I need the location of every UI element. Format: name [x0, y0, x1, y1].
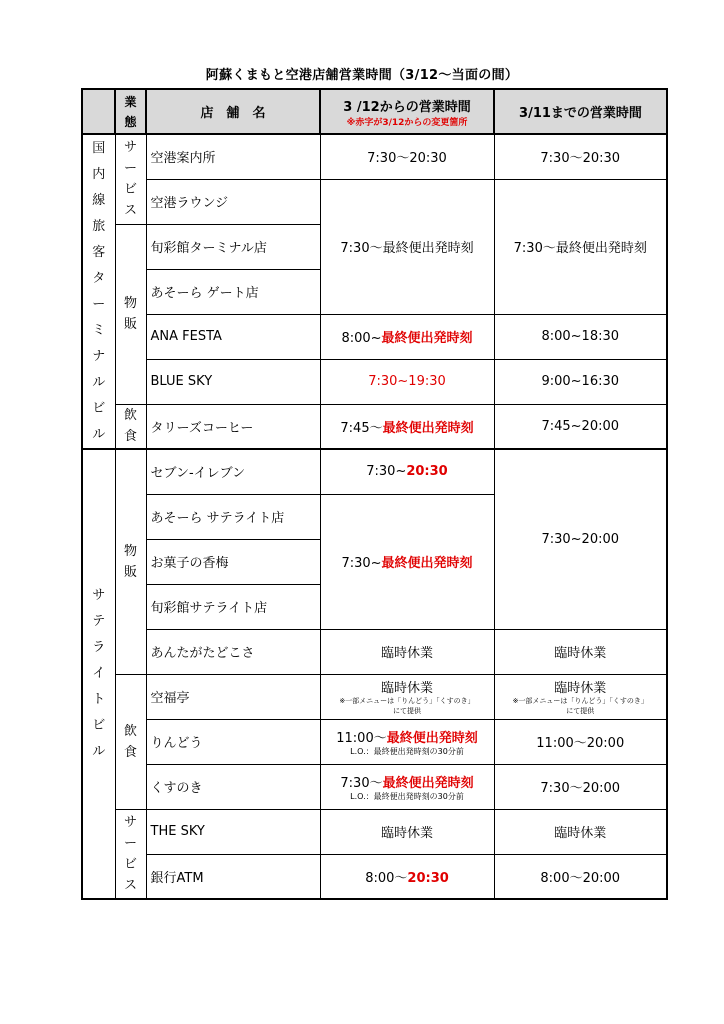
new-hours-changed: 20:30 — [406, 464, 448, 480]
old-hours-cell: 11:00〜20:00 — [494, 719, 667, 764]
category-service-satellite: サービス — [115, 809, 146, 899]
zone-domestic: 国内線旅客ターミナルビル — [82, 134, 115, 449]
old-hours-main: 臨時休業 — [554, 681, 607, 696]
category-food-satellite: 飲食 — [115, 674, 146, 809]
new-hours-start: 7:30~ — [366, 464, 407, 480]
old-hours-merged-cell: 7:30~20:00 — [494, 449, 667, 629]
new-hours-cell-changed: 7:30~19:30 — [320, 359, 494, 404]
store-name: セブン-イレブン — [146, 449, 320, 494]
store-hours-table — [81, 88, 668, 900]
new-hours-changed: 20:30 — [407, 870, 449, 886]
store-name: あんたがたどこさ — [146, 629, 320, 674]
store-name: お菓子の香梅 — [146, 539, 320, 584]
old-hours-cell — [494, 674, 667, 719]
category-food-domestic: 飲食 — [115, 404, 146, 449]
new-hours-footnote-1: ※一部メニューは「りんどう」「くすのき」 — [339, 697, 475, 705]
new-hours-cell — [320, 719, 494, 764]
store-name: 旬彩館サテライト店 — [146, 584, 320, 629]
store-name: THE SKY — [146, 809, 320, 854]
header-zone-blank — [82, 89, 115, 134]
old-hours-cell: 8:00〜20:00 — [494, 854, 667, 899]
store-name: 空港ラウンジ — [146, 179, 320, 224]
new-hours-merged-cell — [320, 494, 494, 629]
new-hours-start: 7:30〜 — [340, 775, 383, 791]
new-hours-cell — [320, 314, 494, 359]
store-name: 空港案内所 — [146, 134, 320, 179]
new-hours-cell: 臨時休業 — [320, 629, 494, 674]
new-hours-start: 7:30~ — [341, 556, 382, 571]
store-name: 旬彩館ターミナル店 — [146, 224, 320, 269]
old-hours-footnote-2: にて提供 — [566, 707, 595, 715]
new-hours-start: 7:45〜 — [340, 420, 383, 436]
new-hours-cell — [320, 449, 494, 494]
last-order-note: L.O.：最終便出発時刻の30分前 — [350, 746, 464, 756]
store-name: ANA FESTA — [146, 314, 320, 359]
old-hours-cell: 7:30〜20:00 — [494, 764, 667, 809]
new-hours-footnote-2: にて提供 — [393, 707, 421, 715]
store-name: あそーら ゲート店 — [146, 269, 320, 314]
store-name: りんどう — [146, 719, 320, 764]
header-change-note: ※赤字が3/12からの変更箇所 — [346, 117, 468, 128]
new-hours-merged-cell: 7:30〜最終便出発時刻 — [320, 179, 494, 314]
category-retail-domestic: 物販 — [115, 224, 146, 404]
new-hours-cell: 7:30〜20:30 — [320, 134, 494, 179]
old-hours-cell: 臨時休業 — [494, 629, 667, 674]
new-hours-start: 11:00〜 — [336, 730, 387, 746]
old-hours-cell: 臨時休業 — [494, 809, 667, 854]
store-name: タリーズコーヒー — [146, 404, 320, 449]
new-hours-cell — [320, 764, 494, 809]
store-name: 銀行ATM — [146, 854, 320, 899]
new-hours-cell — [320, 854, 494, 899]
store-name: 空福亭 — [146, 674, 320, 719]
header-category: 業態 — [115, 89, 146, 134]
new-hours-cell: 臨時休業 — [320, 809, 494, 854]
new-hours-start: 8:00~ — [341, 331, 382, 346]
store-name: くすのき — [146, 764, 320, 809]
new-hours-changed: 最終便出発時刻 — [381, 331, 473, 346]
header-new-hours-label: 3 /12からの営業時間 — [343, 99, 471, 115]
old-hours-footnote-1: ※一部メニューは「りんどう」「くすのき」 — [512, 697, 648, 705]
page-title: 阿蘇くまもと空港店舗営業時間（3/12〜当面の間） — [205, 68, 519, 83]
last-order-note: L.O.：最終便出発時刻の30分前 — [350, 791, 464, 801]
new-hours-changed: 最終便出発時刻 — [386, 730, 478, 746]
new-hours-start: 8:00〜 — [365, 870, 408, 886]
new-hours-cell — [320, 674, 494, 719]
header-new-hours — [320, 89, 494, 134]
old-hours-cell: 8:00~18:30 — [494, 314, 667, 359]
store-name: BLUE SKY — [146, 359, 320, 404]
new-hours-changed: 最終便出発時刻 — [382, 775, 474, 791]
new-hours-cell — [320, 404, 494, 449]
category-service-domestic: サービス — [115, 134, 146, 224]
header-store: 店 舗 名 — [146, 89, 320, 134]
new-hours-changed: 最終便出発時刻 — [382, 420, 474, 436]
old-hours-cell: 7:45~20:00 — [494, 404, 667, 449]
old-hours-cell: 9:00~16:30 — [494, 359, 667, 404]
old-hours-merged-cell: 7:30〜最終便出発時刻 — [494, 179, 667, 314]
new-hours-changed: 最終便出発時刻 — [381, 556, 473, 571]
category-retail-satellite: 物販 — [115, 449, 146, 674]
old-hours-cell: 7:30〜20:30 — [494, 134, 667, 179]
new-hours-main: 臨時休業 — [380, 681, 433, 696]
store-name: あそーら サテライト店 — [146, 494, 320, 539]
zone-satellite: サテライトビル — [82, 449, 115, 899]
header-old-hours: 3/11までの営業時間 — [494, 89, 667, 134]
